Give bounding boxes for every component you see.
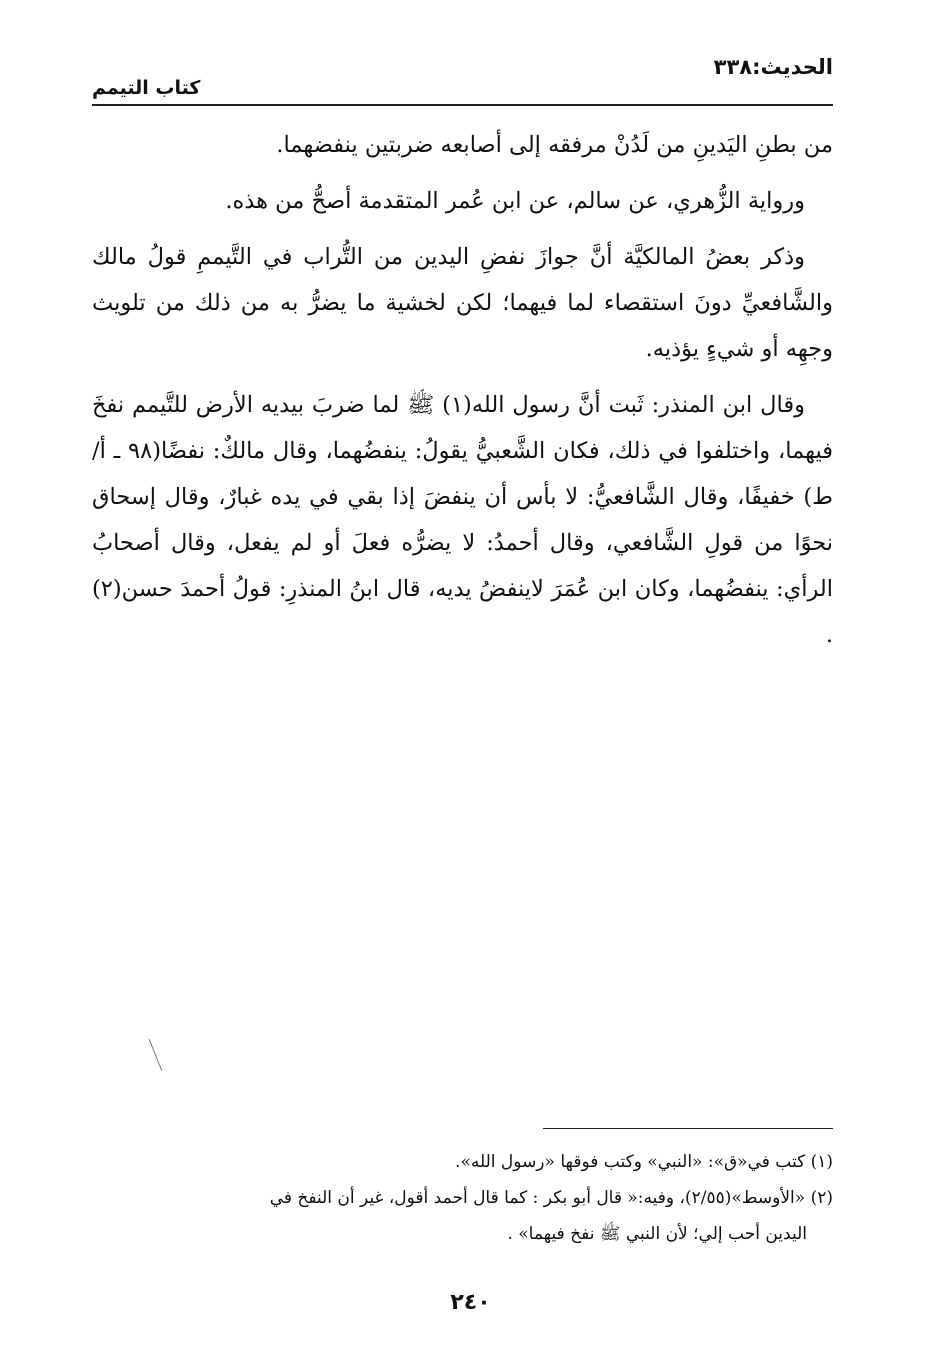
book-title: كتاب التيمم (92, 77, 201, 99)
footnote-divider (543, 1128, 833, 1129)
paragraph-1: من بطنِ اليَدينِ من لَدُنْ مرفقه إلى أصابعه ضربتين ينفضهما. (276, 132, 833, 158)
footnote-2-continued: اليدين أحب إلي؛ لأن النبي ﷺ نفخ فيهما» . (507, 1224, 807, 1244)
footnotes (92, 1144, 833, 1252)
footnote-1: (١) كتب في«ق»: «النبي» وكتب فوقها «رسول الله». (455, 1152, 833, 1172)
hadith-number: الحديث:٣٣٨ (713, 55, 833, 79)
paragraph-3: وذكر بعضُ المالكيَّة أنَّ جوازَ نفضِ اليدين من التُّراب في التَّيممِ قولُ مالك والشَّافعيِّ دونَ استقصاء لما فيهما؛ لكن لخشية ما يضرُّ به من ذلك من تلويث وجهِه أو شيءٍ يؤذيه. (92, 244, 833, 362)
page-number: ٢٤٠ (450, 1290, 491, 1315)
paragraph-4: وقال ابن المنذر: ثَبت أنَّ رسول الله(١) ﷺ لما ضربَ بيديه الأرض للتَّيمم نفخَ فيهما، واختلفوا في ذلك، فكان الشَّعبيُّ يقولُ: ينفضُهما، وقال مالكٌ: نفضًا(٩٨ ـ أ/ط) خفيفًا، وقال الشَّافعيُّ: لا بأس أن ينفضَ إذا بقي في يده غبارٌ، وقال إسحاق نحوًا من قولِ الشَّافعي، وقال أحمدُ: لا يضرُّه فعلَ أو لم يفعل، وقال أصحابُ الرأي: ينفضُهما، وكان ابن عُمَرَ لاينفضُ يديه، قال ابنُ المنذرِ: قولُ أحمدَ حسن(٢) . (92, 392, 833, 648)
scan-mark (149, 1039, 163, 1071)
header-divider (92, 104, 833, 106)
main-text (92, 122, 833, 668)
running-header (92, 55, 833, 105)
paragraph-2: ورواية الزُّهري، عن سالم، عن ابن عُمر المتقدمة أصحُّ من هذه. (225, 188, 805, 214)
footnote-2: (٢) «الأوسط»(٢/٥٥)، وفيه:« قال أبو بكر : كما قال أحمد أقول، غير أن النفخ في (269, 1188, 833, 1208)
